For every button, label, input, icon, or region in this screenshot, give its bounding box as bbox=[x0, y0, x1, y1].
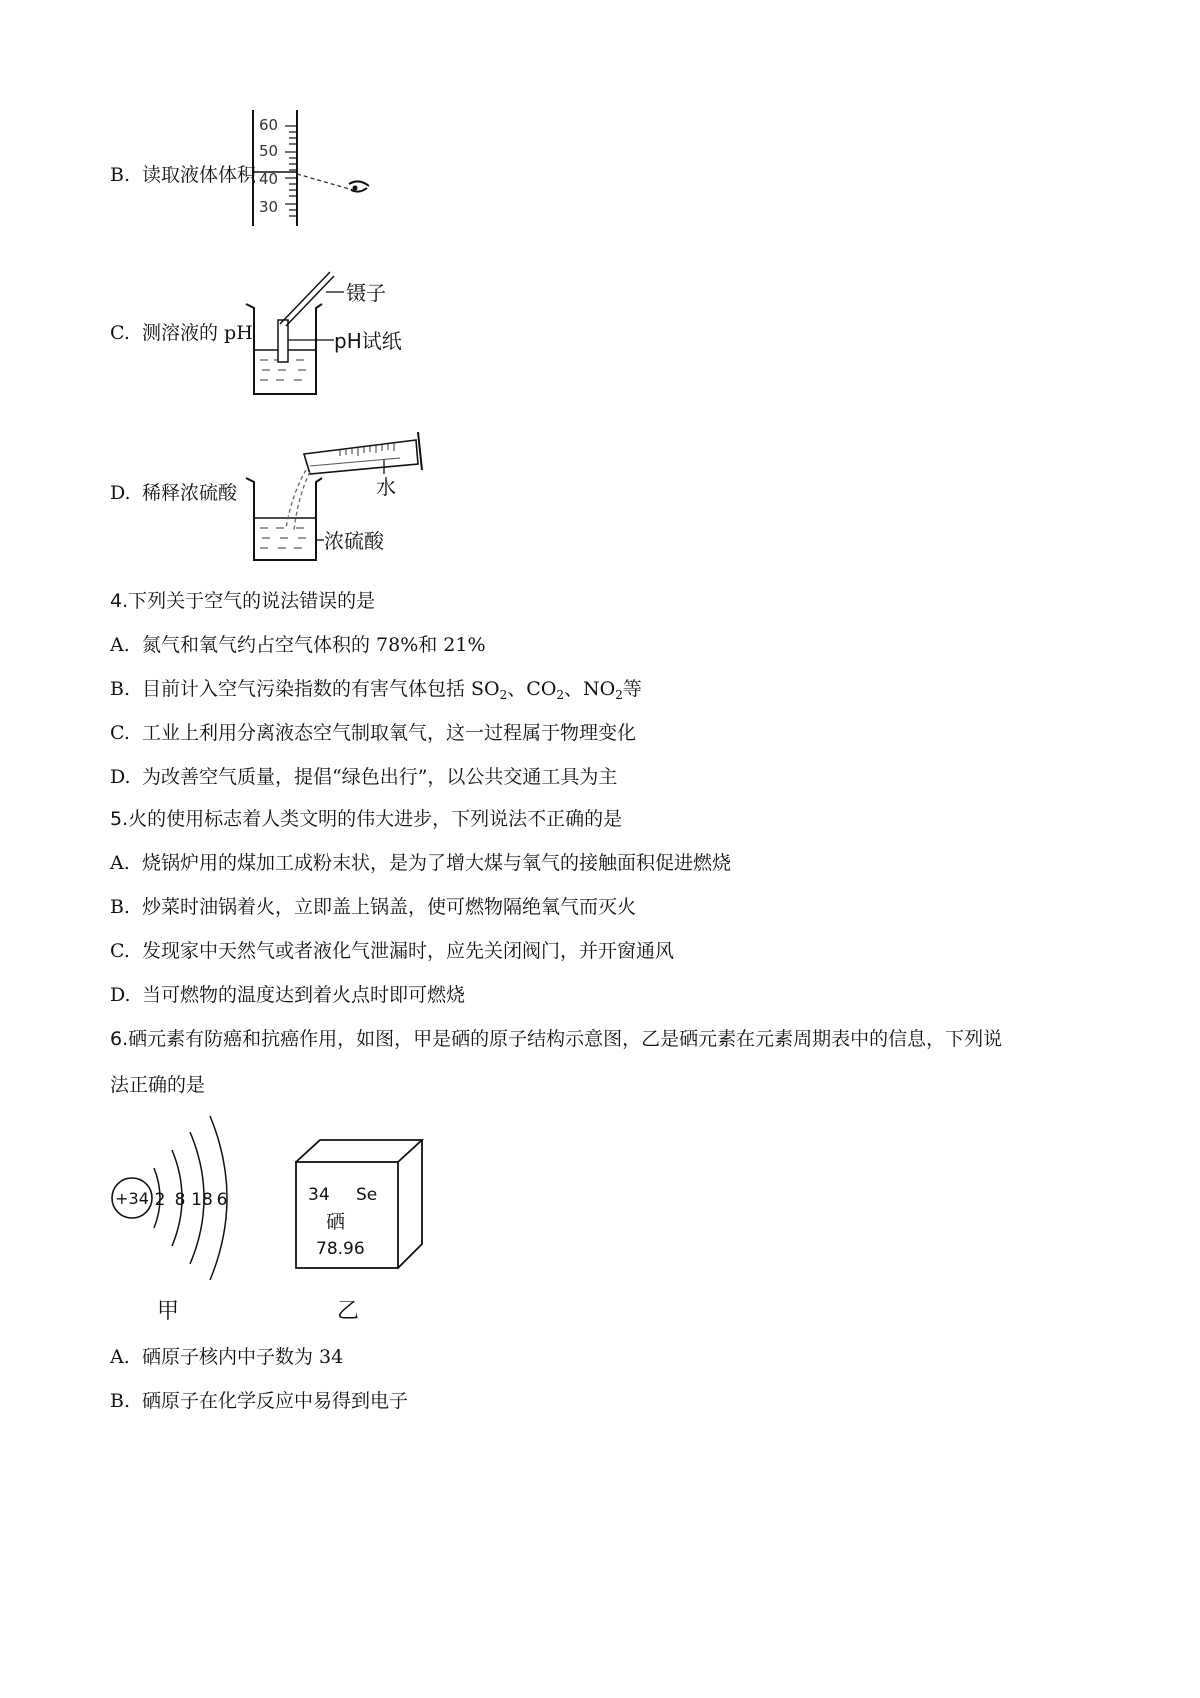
option-text: 等 bbox=[622, 678, 642, 700]
option-text: 硒原子核内中子数为 34 bbox=[142, 1346, 344, 1368]
q5-stem: 5.火的使用标志着人类文明的伟大进步，下列说法不正确的是 bbox=[110, 808, 623, 830]
ph-test-figure bbox=[240, 266, 410, 398]
option-text: 目前计入空气污染指数的有害气体包括 SO bbox=[142, 678, 500, 700]
option-text: 工业上利用分离液态空气制取氧气，这一过程属于物理变化 bbox=[142, 722, 637, 744]
option-text: 氮气和氧气约占空气体积的 78%和 21% bbox=[142, 634, 486, 656]
option-letter: D. bbox=[110, 766, 131, 788]
option-letter: B. bbox=[110, 164, 131, 186]
label-water: 水 bbox=[376, 475, 396, 499]
option-letter: A. bbox=[110, 634, 130, 656]
option-letter: B. bbox=[110, 896, 131, 918]
element-cell-figure bbox=[290, 1132, 430, 1327]
q4-option-b bbox=[110, 676, 642, 708]
q6-option-a bbox=[110, 1344, 343, 1370]
option-text: 测溶液的 pH bbox=[142, 322, 253, 344]
graduated-cylinder-figure bbox=[245, 108, 390, 228]
q6-stem-line1: 6.硒元素有防癌和抗癌作用，如图，甲是硒的原子结构示意图，乙是硒元素在元素周期表中的信息，下列说 bbox=[110, 1028, 1003, 1050]
q5-option-b bbox=[110, 894, 636, 920]
q4-option-a bbox=[110, 632, 486, 658]
atom-caption: 甲 bbox=[156, 1299, 180, 1324]
atomic-mass: 78.96 bbox=[316, 1239, 365, 1259]
atomic-number: 34 bbox=[308, 1185, 330, 1205]
element-symbol: Se bbox=[356, 1185, 378, 1205]
scale-label-40: 40 bbox=[259, 170, 279, 188]
option-text: 、NO bbox=[564, 678, 616, 700]
shell-electrons-3: 18 bbox=[191, 1190, 213, 1210]
q6-stem-line2: 法正确的是 bbox=[110, 1074, 206, 1096]
subscript: 2 bbox=[615, 688, 623, 702]
q4-option-c bbox=[110, 720, 636, 746]
option-d-dilute-acid bbox=[110, 480, 237, 506]
label-tweezers: 镊子 bbox=[346, 281, 386, 305]
option-letter: D. bbox=[110, 984, 131, 1006]
option-letter: D. bbox=[110, 482, 131, 504]
q5-option-c bbox=[110, 938, 674, 964]
atom-structure-figure bbox=[100, 1110, 260, 1325]
option-text: 为改善空气质量，提倡“绿色出行”，以公共交通工具为主 bbox=[142, 766, 618, 788]
dilute-acid-figure bbox=[240, 424, 440, 566]
option-letter: C. bbox=[110, 940, 130, 962]
option-letter: C. bbox=[110, 722, 130, 744]
shell-electrons-4: 6 bbox=[216, 1190, 228, 1210]
label-concentrated-acid: 浓硫酸 bbox=[324, 529, 384, 553]
option-text: 稀释浓硫酸 bbox=[142, 482, 238, 504]
option-text: 烧锅炉用的煤加工成粉末状，是为了增大煤与氧气的接触面积促进燃烧 bbox=[142, 852, 732, 874]
q4-option-d bbox=[110, 764, 617, 790]
option-text: 读取液体体积 bbox=[142, 164, 257, 186]
option-letter: A. bbox=[110, 1346, 130, 1368]
option-text: 发现家中天然气或者液化气泄漏时，应先关闭阀门，并开窗通风 bbox=[142, 940, 675, 962]
q6-option-b bbox=[110, 1388, 408, 1414]
element-caption: 乙 bbox=[336, 1299, 360, 1324]
option-text: 炒菜时油锅着火，立即盖上锅盖，使可燃物隔绝氧气而灭火 bbox=[142, 896, 637, 918]
subscript: 2 bbox=[499, 688, 508, 702]
q5-option-d bbox=[110, 982, 465, 1008]
option-letter: B. bbox=[110, 1390, 131, 1412]
option-text: 硒原子在化学反应中易得到电子 bbox=[142, 1390, 409, 1412]
q4-stem: 4.下列关于空气的说法错误的是 bbox=[110, 590, 376, 612]
option-c-measure-ph bbox=[110, 320, 253, 346]
shell-electrons-1: 2 bbox=[154, 1190, 166, 1210]
option-letter: C. bbox=[110, 322, 130, 344]
q5-option-a bbox=[110, 850, 731, 876]
subscript: 2 bbox=[556, 688, 565, 702]
eye-icon bbox=[349, 181, 369, 191]
option-letter: B. bbox=[110, 678, 131, 700]
scale-label-30: 30 bbox=[259, 198, 279, 216]
option-letter: A. bbox=[110, 852, 130, 874]
nucleus-charge: +34 bbox=[115, 1189, 149, 1208]
scale-label-60: 60 bbox=[259, 116, 279, 134]
option-text: 当可燃物的温度达到着火点时即可燃烧 bbox=[142, 984, 466, 1006]
element-name: 硒 bbox=[326, 1211, 346, 1233]
label-ph-paper: pH试纸 bbox=[334, 329, 402, 353]
shell-electrons-2: 8 bbox=[174, 1190, 186, 1210]
option-text: 、CO bbox=[507, 678, 557, 700]
option-b-read-volume bbox=[110, 162, 256, 188]
scale-label-50: 50 bbox=[259, 142, 279, 160]
